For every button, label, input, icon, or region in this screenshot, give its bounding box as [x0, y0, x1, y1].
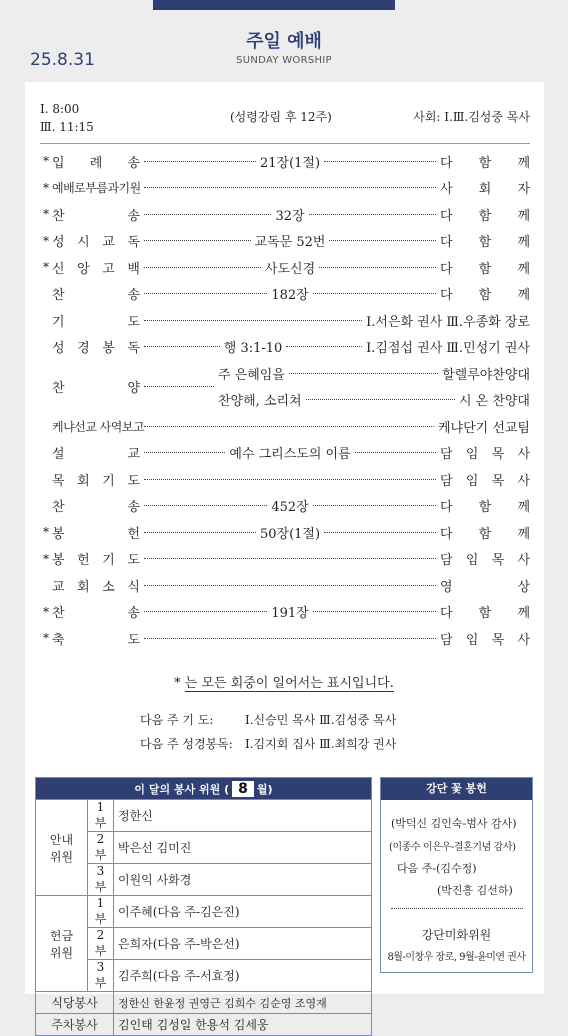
- leader-dots: [144, 320, 362, 321]
- order-person-char: 함: [478, 261, 492, 277]
- leader-dots: [355, 452, 436, 453]
- order-person-char: 사: [517, 553, 530, 568]
- order-item: [40, 519, 530, 545]
- order-name-char: 송: [127, 208, 140, 224]
- order-detail: 182장: [271, 288, 309, 303]
- order-name: [52, 629, 140, 648]
- order-person-char: 다: [440, 500, 453, 515]
- next-week-reading-value: Ⅰ.김지회 집사 Ⅲ.최희강 권사: [245, 737, 397, 751]
- order-person-char: 임: [465, 473, 479, 489]
- order-item: [40, 466, 530, 492]
- order-name-char: 독: [127, 235, 140, 250]
- order-item: [40, 201, 530, 227]
- service-title-post: 월): [256, 782, 273, 796]
- service-header: [40, 100, 530, 140]
- order-person-char: 께: [517, 208, 531, 224]
- order-person: [440, 576, 530, 595]
- order-person: [440, 496, 530, 515]
- order-name-char: 시: [77, 235, 90, 250]
- service-time-3: Ⅲ. 11:15: [40, 120, 94, 134]
- order-name-char: 신: [52, 261, 65, 277]
- order-name-char: 성: [52, 235, 65, 250]
- order-person-char: 사: [517, 447, 531, 462]
- usher-group-label: 안내 위원: [36, 800, 88, 896]
- order-person-char: 께: [517, 606, 530, 621]
- leader-dots: [319, 267, 436, 268]
- offering-names-3: 김주희(다음 주-서효정): [114, 960, 372, 992]
- order-person-char: 다: [440, 155, 453, 171]
- order-person: [440, 231, 530, 250]
- order-item: [40, 440, 530, 466]
- order-person-char: 임: [465, 632, 479, 648]
- order-detail: 50장(1절): [259, 526, 321, 542]
- order-person-char: 영: [440, 579, 453, 595]
- usher-names-1: 정한신: [114, 800, 372, 832]
- offering-names-2: 은희자(다음 주-박은선): [114, 928, 372, 960]
- order-name: [52, 470, 140, 489]
- anthem-choir: 시 온 찬양대: [458, 394, 530, 410]
- leader-dots: [313, 293, 436, 294]
- leader-dots: [144, 240, 251, 241]
- order-item: [40, 599, 530, 625]
- order-name: [52, 523, 140, 542]
- anthem-title: 찬양해, 소리쳐: [218, 394, 302, 410]
- page-title: 주일 예배: [246, 31, 322, 52]
- leader-dots: [144, 532, 256, 533]
- anthem-title: 주 은혜임을: [218, 367, 285, 383]
- order-person-char: 담: [440, 447, 453, 462]
- order-detail: 21장(1절): [259, 155, 321, 171]
- order-item: [40, 228, 530, 254]
- order-item: [40, 625, 530, 651]
- order-name: [52, 549, 140, 568]
- order-name-char: 양: [127, 381, 140, 396]
- order-name-char: 고: [102, 261, 115, 277]
- order-name-char: 봉: [102, 341, 115, 356]
- usher-sub-1: 1부: [88, 800, 114, 832]
- order-person-char: 사: [440, 182, 453, 197]
- order-name-char: 회: [77, 579, 90, 595]
- order-person-char: 다: [440, 261, 453, 277]
- order-name-char: 송: [127, 500, 140, 515]
- order-person-char: 께: [517, 526, 531, 542]
- order-person-char: 임: [465, 553, 479, 568]
- order-name-char: 도: [127, 473, 140, 489]
- leader-dots: [144, 267, 261, 268]
- order-name-char: 찬: [52, 208, 65, 224]
- order-person: [440, 152, 530, 171]
- service-time-1: Ⅰ. 8:00: [40, 102, 80, 116]
- order-name-char: 앙: [77, 261, 90, 277]
- flower-title: 강단 꽃 봉헌: [381, 778, 532, 800]
- order-name-char: 교: [127, 447, 140, 462]
- order-item: [40, 281, 530, 307]
- order-item: [40, 148, 530, 174]
- order-name: [52, 231, 140, 250]
- order-person-char: 담: [440, 553, 453, 568]
- order-person: [440, 602, 530, 621]
- leader-dots: [144, 346, 220, 347]
- order-star: *: [43, 260, 49, 274]
- order-name-char: 기: [102, 473, 115, 489]
- order-person-char: 함: [478, 526, 492, 542]
- kitchen-label: 식당봉사: [36, 992, 114, 1014]
- order-person-char: 께: [517, 288, 530, 303]
- usher-names-2: 박은선 김미진: [114, 832, 372, 864]
- offering-group-label: 헌금 위원: [36, 896, 88, 992]
- service-month: 8: [232, 781, 254, 797]
- leader-dots: [324, 161, 436, 162]
- order-star: *: [43, 233, 49, 248]
- order-person-char: 께: [517, 235, 531, 250]
- flower-line-1: (박덕신 김인숙-범사 감사): [391, 817, 517, 830]
- leader-dots: [144, 505, 267, 506]
- order-name: [52, 443, 140, 462]
- order-name-char: 식: [127, 579, 140, 595]
- order-person: [440, 470, 530, 489]
- leader-dots: [144, 293, 267, 294]
- order-item: [40, 334, 530, 360]
- order-item: [40, 572, 530, 598]
- star-marker: *: [174, 676, 181, 691]
- order-person: [440, 549, 530, 568]
- leader-dots: [144, 161, 256, 162]
- order-name-char: 백: [127, 261, 140, 277]
- flower-committee-names: 8월-이창우 장로, 9월-윤미연 권사: [387, 952, 526, 963]
- leader-dots: [144, 638, 436, 639]
- standing-note: [0, 672, 568, 691]
- order-person-char: 함: [478, 500, 492, 515]
- order-person-char: 담: [440, 632, 453, 648]
- offering-names-1: 이주혜(다음 주-김은진): [114, 896, 372, 928]
- leader-dots: [144, 479, 436, 480]
- order-item: [40, 175, 530, 201]
- order-person-char: 목: [491, 473, 505, 489]
- flower-offering-box: [380, 777, 533, 973]
- order-name: 케냐선교 사역보고: [52, 419, 145, 434]
- order-person: [440, 178, 530, 197]
- order-name-char: 찬: [52, 606, 65, 621]
- order-name: [52, 152, 140, 171]
- order-name: [52, 602, 140, 621]
- order-name-char: 교: [52, 579, 65, 595]
- order-person-char: 다: [440, 288, 453, 303]
- offering-sub-2: 2부: [88, 928, 114, 960]
- order-person-char: 목: [491, 553, 505, 568]
- anthem-choir: 할렐루야찬양대: [442, 367, 530, 383]
- next-week-prayer-value: Ⅰ.신승민 목사 Ⅲ.김성중 목사: [245, 713, 397, 727]
- order-name-char: 설: [52, 447, 65, 462]
- service-committee-table: [35, 777, 372, 1036]
- offering-sub-1: 1부: [88, 896, 114, 928]
- order-detail: 행 3:1-10: [223, 341, 283, 356]
- order-name-char: 헌: [127, 526, 140, 542]
- standing-note-text: 는 모든 회중이 일어서는 표시입니다.: [184, 676, 394, 691]
- order-name-char: 찬: [52, 381, 65, 396]
- order-name: [52, 377, 140, 396]
- leader-dots: [286, 346, 362, 347]
- leader-dots: [313, 611, 436, 612]
- order-detail: 191장: [271, 606, 309, 621]
- order-name-char: 찬: [52, 288, 65, 303]
- flower-committee-title: 강단미화위원: [421, 928, 492, 942]
- usher-sub-3: 3부: [88, 864, 114, 896]
- order-person-char: 함: [478, 155, 492, 171]
- order-star: *: [43, 180, 49, 195]
- leader-dots: [144, 426, 434, 427]
- page-subtitle: SUNDAY WORSHIP: [236, 55, 332, 66]
- order-detail: 예수 그리스도의 이름: [229, 447, 351, 462]
- order-detail: 32장: [275, 208, 305, 224]
- leader-dots: [144, 187, 436, 188]
- order-name: [52, 311, 140, 330]
- usher-names-3: 이원익 사화경: [114, 864, 372, 896]
- order-detail: 교독문 52번: [254, 235, 326, 250]
- order-person: [440, 629, 530, 648]
- order-name-char: 기: [52, 314, 65, 330]
- order-name-char: 봉: [52, 553, 65, 568]
- order-name-char: 경: [77, 341, 90, 356]
- order-name: 예배로부름과기원: [52, 181, 141, 195]
- leader-dots: [289, 373, 438, 374]
- order-person-char: 께: [517, 261, 531, 277]
- order-star: *: [43, 604, 49, 619]
- leader-dots: [144, 452, 225, 453]
- order-name-char: 소: [102, 579, 115, 595]
- order-name: [52, 205, 140, 224]
- offering-sub-3: 3부: [88, 960, 114, 992]
- order-name-char: 도: [127, 553, 140, 568]
- order-name-char: 례: [89, 155, 103, 171]
- order-name-char: 축: [52, 632, 65, 648]
- parking-names: 김인태 김성일 한용석 김세웅: [114, 1014, 372, 1036]
- next-week-reading-label: 다음 주 성경봉독:: [140, 737, 233, 751]
- table-row: [36, 1014, 372, 1036]
- order-name: [52, 284, 140, 303]
- next-week-info: [140, 708, 396, 756]
- order-star: *: [43, 154, 49, 168]
- flower-separator: [391, 908, 523, 909]
- order-person-char: 다: [440, 208, 453, 224]
- order-person-char: 사: [517, 632, 530, 648]
- leader-dots: [309, 214, 436, 215]
- anthem-line: [218, 360, 530, 387]
- order-person-char: 목: [491, 632, 505, 648]
- order-item: [40, 413, 530, 439]
- order-star: *: [43, 207, 49, 221]
- order-detail: 사도신경: [264, 261, 316, 277]
- order-name-char: 헌: [77, 553, 90, 568]
- table-row: [36, 992, 372, 1014]
- order-person-char: 상: [517, 579, 530, 595]
- order-item: [40, 254, 530, 280]
- order-name-char: 송: [127, 606, 140, 621]
- order-person-char: 께: [517, 500, 530, 515]
- table-row: [36, 800, 372, 832]
- order-person-char: 께: [517, 155, 531, 171]
- order-item: [40, 307, 530, 333]
- order-name-char: 목: [52, 473, 65, 489]
- order-person: [440, 523, 530, 542]
- leader-dots: [324, 532, 436, 533]
- order-person-char: 함: [478, 288, 492, 303]
- leader-dots: [306, 399, 455, 400]
- flower-line-2: (이종수 이은우-결혼기념 감사): [389, 842, 516, 853]
- bulletin-date: 25.8.31: [30, 50, 95, 70]
- order-name-char: 회: [77, 473, 90, 489]
- order-detail: 452장: [271, 500, 309, 515]
- order-name-char: 성: [52, 341, 65, 356]
- flower-line-4: (박진흥 김선하): [437, 884, 513, 897]
- order-item: [40, 493, 530, 519]
- order-name-char: 기: [102, 553, 115, 568]
- order-name-char: 도: [127, 314, 140, 330]
- table-row: [36, 896, 372, 928]
- service-leader: 사회: Ⅰ.Ⅲ.김성중 목사: [413, 110, 530, 124]
- order-name-char: 독: [127, 341, 140, 356]
- leader-dots: [313, 505, 436, 506]
- order-name: [52, 576, 140, 595]
- order-name-char: 봉: [52, 526, 65, 542]
- leader-dots: [144, 585, 436, 586]
- order-person-char: 함: [478, 208, 492, 224]
- order-item: [40, 546, 530, 572]
- order-person-char: 다: [440, 526, 453, 542]
- order-name: [52, 496, 140, 515]
- order-name-char: 교: [102, 235, 115, 250]
- next-week-reading: [140, 732, 396, 756]
- order-name-char: 도: [127, 632, 140, 648]
- leader-dots: [144, 214, 271, 215]
- order-star: *: [43, 551, 49, 566]
- service-title-pre: 이 달의 봉사 위원 (: [134, 782, 230, 796]
- service-table-header: [36, 778, 372, 800]
- order-person-char: 자: [517, 182, 530, 197]
- anthem-list: [218, 360, 530, 413]
- order-person: [440, 443, 530, 462]
- order-person-char: 임: [465, 447, 479, 462]
- order-person: 케냐단기 선교팀: [437, 420, 530, 436]
- kitchen-names: 정한신 한윤정 권영근 김희수 김순영 조영재: [114, 992, 372, 1014]
- order-person: Ⅰ.서은화 권사 Ⅲ.우종화 장로: [366, 314, 530, 330]
- leader-dots: [144, 611, 267, 612]
- order-person-char: 다: [440, 606, 453, 621]
- liturgical-season: (성령강림 후 12주): [230, 110, 332, 124]
- order-person: Ⅰ.김점섭 권사 Ⅲ.민성기 권사: [366, 341, 530, 356]
- parking-label: 주차봉사: [36, 1014, 114, 1036]
- order-person-char: 다: [440, 235, 453, 250]
- order-person-char: 담: [440, 473, 453, 489]
- order-name-char: 송: [127, 288, 140, 303]
- order-name-char: 입: [52, 155, 65, 171]
- leader-dots: [144, 558, 436, 559]
- flower-line-3: 다음 주-(김수정): [397, 862, 477, 875]
- order-name-char: 찬: [52, 500, 65, 515]
- leader-dots: [329, 240, 436, 241]
- order-person-char: 함: [478, 235, 492, 250]
- top-accent-bar: [153, 0, 395, 10]
- header-divider: [40, 143, 530, 144]
- next-week-prayer: [140, 708, 396, 732]
- order-person-char: 회: [478, 182, 492, 197]
- order-person-char: 사: [517, 473, 530, 489]
- leader-dots: [144, 386, 214, 387]
- usher-sub-2: 2부: [88, 832, 114, 864]
- service-times: [40, 100, 94, 136]
- order-name-char: 송: [127, 155, 140, 171]
- order-name: [52, 337, 140, 356]
- next-week-prayer-label: 다음 주 기 도:: [140, 713, 214, 727]
- order-person-char: 함: [478, 606, 492, 621]
- order-person: [440, 284, 530, 303]
- order-person: [440, 205, 530, 224]
- anthem-line: [218, 387, 530, 414]
- order-star: *: [43, 631, 49, 645]
- order-item-anthem: [40, 360, 530, 413]
- order-person: [440, 258, 530, 277]
- order-star: *: [43, 525, 49, 539]
- order-name: [52, 258, 140, 277]
- order-person-char: 목: [491, 447, 505, 462]
